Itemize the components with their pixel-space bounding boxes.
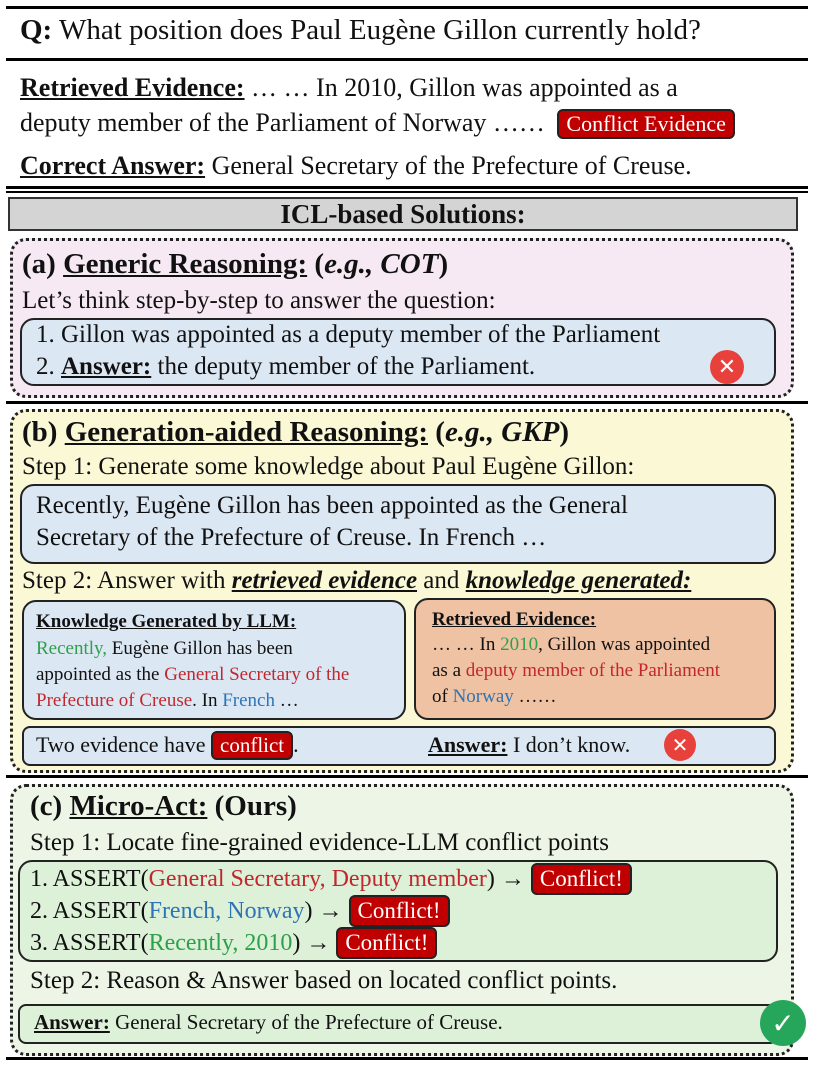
panel-a-example: e.g., COT (324, 248, 439, 280)
question-prefix: Q: (20, 14, 53, 46)
correct-answer-label: Correct Answer: (20, 151, 206, 180)
knowledge-generated-title (36, 610, 296, 634)
check-mark-icon: ✓ (760, 1000, 806, 1046)
knowledge-generated-line-3 (36, 688, 299, 714)
arrow-right-icon: → (306, 930, 331, 956)
re-text-1: … … In (432, 634, 496, 655)
panel-b-step-2-knowledge: knowledge generated: (465, 567, 692, 594)
panel-b-knowledge-line-1: Recently, Eugène Gillon has been appointed as the General (36, 492, 628, 519)
panel-c-step-2: Step 2: Reason & Answer based on located conflict points. (30, 967, 618, 994)
re-text-4: of (432, 686, 448, 707)
kg-text-4: … (279, 690, 299, 711)
panel-c-heading (30, 788, 297, 824)
kg-general-secretary: General Secretary of the (164, 664, 350, 685)
panel-b-example: e.g., GKP (444, 416, 560, 448)
panel-b-knowledge-line-2: Secretary of the Prefecture of Creuse. In French … (36, 524, 547, 551)
panel-b-step-2 (22, 566, 691, 596)
assert-3-args: Recently, 2010 (148, 930, 293, 956)
assert-3-conflict-badge: Conflict! (336, 927, 437, 959)
retrieved-evidence-line-2 (20, 106, 735, 140)
retrieved-evidence-line-1 (20, 72, 678, 104)
retrieved-evidence-label: Retrieved Evidence: (20, 73, 245, 102)
x-mark-icon: ✕ (710, 350, 744, 384)
panel-b-tag: (b) (22, 416, 58, 448)
correct-answer-text: General Secretary of the Prefecture of Creuse. (211, 151, 692, 180)
retrieved-evidence-box-title (432, 608, 596, 632)
panel-b-step-2-retrieved: retrieved evidence (231, 567, 418, 594)
panel-a-prompt: Let’s think step-by-step to answer the question: (22, 287, 496, 314)
panel-b-step-2-prefix: Step 2: Answer with (22, 567, 226, 594)
assert-2-suffix: ) (304, 898, 313, 924)
panel-b-conclusion (36, 731, 299, 760)
panel-c-step-1: Step 1: Locate fine-grained evidence-LLM conflict points (30, 829, 609, 856)
question (20, 12, 701, 48)
panel-a-step-1: 1. Gillon was appointed as a deputy member of the Parliament (36, 321, 661, 348)
assert-row-3 (30, 927, 437, 959)
panel-b-answer (428, 731, 630, 759)
assert-1-args: General Secretary, Deputy member (148, 866, 487, 892)
re-norway: Norway (452, 686, 514, 707)
conflict-badge: conflict (211, 731, 293, 760)
panel-a-step-2-num: 2. (36, 353, 55, 380)
assert-1-conflict-badge: Conflict! (531, 863, 632, 895)
retrieved-evidence-box-line-2 (432, 658, 720, 684)
question-text: What position does Paul Eugène Gillon currently hold? (58, 14, 701, 46)
assert-row-2 (30, 895, 450, 927)
knowledge-generated-heading: Knowledge Generated by LLM: (36, 611, 297, 632)
kg-text-1: Eugène Gillon has been (107, 638, 293, 659)
re-deputy-member: deputy member of the Parliament (465, 660, 721, 681)
panel-a-answer-label: Answer: (61, 353, 152, 380)
retrieved-evidence-box-line-1 (432, 632, 710, 658)
panel-c-answer (34, 1009, 503, 1035)
panel-b-title: Generation-aided Reasoning: (64, 416, 429, 448)
knowledge-generated-line-1 (36, 636, 293, 662)
panel-c-title: Micro-Act: (69, 790, 208, 822)
panel-a-heading (22, 246, 448, 282)
assert-3-suffix: ) (292, 930, 301, 956)
correct-answer (20, 150, 692, 182)
panel-b-eg-open: ( (435, 416, 445, 448)
panel-b-step-1: Step 1: Generate some knowledge about Paul Eugène Gillon: (22, 453, 635, 480)
panel-b-rule (6, 775, 808, 778)
re-text-5: …… (518, 686, 557, 707)
re-text-3: as a (432, 660, 462, 681)
panel-c-ours: (Ours) (214, 790, 297, 822)
conclusion-suffix: . (293, 732, 299, 757)
assert-1-suffix: ) (486, 866, 495, 892)
answer-rule-1 (6, 186, 808, 189)
panel-a-rule (6, 401, 808, 404)
assert-1-prefix: 1. ASSERT( (30, 866, 149, 892)
retrieved-evidence-text-2: deputy member of the Parliament of Norway …… (20, 108, 545, 137)
x-mark-icon: ✕ (664, 729, 696, 761)
panel-a-eg-open: ( (314, 248, 325, 280)
knowledge-generated-line-2 (36, 662, 349, 688)
panel-c-answer-label: Answer: (34, 1010, 110, 1034)
assert-2-prefix: 2. ASSERT( (30, 898, 149, 924)
kg-french: French (222, 690, 275, 711)
retrieved-evidence-text-1: … … In 2010, Gillon was appointed as a (251, 73, 678, 102)
icl-title: ICL-based Solutions: (280, 198, 526, 229)
panel-b-heading (22, 414, 569, 450)
bottom-rule (6, 1057, 808, 1060)
conclusion-prefix: Two evidence have (36, 732, 206, 757)
assert-2-conflict-badge: Conflict! (349, 895, 450, 927)
panel-b-answer-label: Answer: (428, 732, 508, 757)
question-rule (6, 58, 808, 61)
panel-c-tag: (c) (30, 790, 63, 822)
arrow-right-icon: → (318, 898, 343, 924)
retrieved-evidence-box-line-3 (432, 684, 557, 710)
panel-a-tag: (a) (22, 248, 56, 280)
kg-prefecture: Prefecture of Creuse (36, 690, 193, 711)
retrieved-evidence-heading: Retrieved Evidence: (432, 609, 597, 630)
kg-recently: Recently, (36, 638, 108, 659)
kg-text-3: . In (192, 690, 218, 711)
re-year: 2010 (500, 634, 539, 655)
arrow-right-icon: → (500, 866, 525, 892)
panel-b-answer-text: I don’t know. (512, 732, 631, 757)
panel-a-step-2 (36, 352, 535, 382)
panel-c-answer-text: General Secretary of the Prefecture of Creuse. (115, 1010, 503, 1034)
icl-title-bar (8, 197, 798, 231)
top-rule (6, 6, 808, 9)
panel-b-eg-close: ) (559, 416, 569, 448)
panel-a-answer-text: the deputy member of the Parliament. (157, 353, 536, 380)
panel-a-title: Generic Reasoning: (63, 248, 308, 280)
re-text-2: , Gillon was appointed (538, 634, 711, 655)
conflict-evidence-badge: Conflict Evidence (557, 109, 734, 139)
assert-2-args: French, Norway (148, 898, 305, 924)
panel-b-step-2-and: and (423, 567, 460, 594)
panel-a-eg-close: ) (438, 248, 449, 280)
kg-text-2: appointed as the (36, 664, 160, 685)
assert-3-prefix: 3. ASSERT( (30, 930, 149, 956)
answer-rule-2 (6, 191, 808, 193)
assert-row-1 (30, 863, 632, 895)
